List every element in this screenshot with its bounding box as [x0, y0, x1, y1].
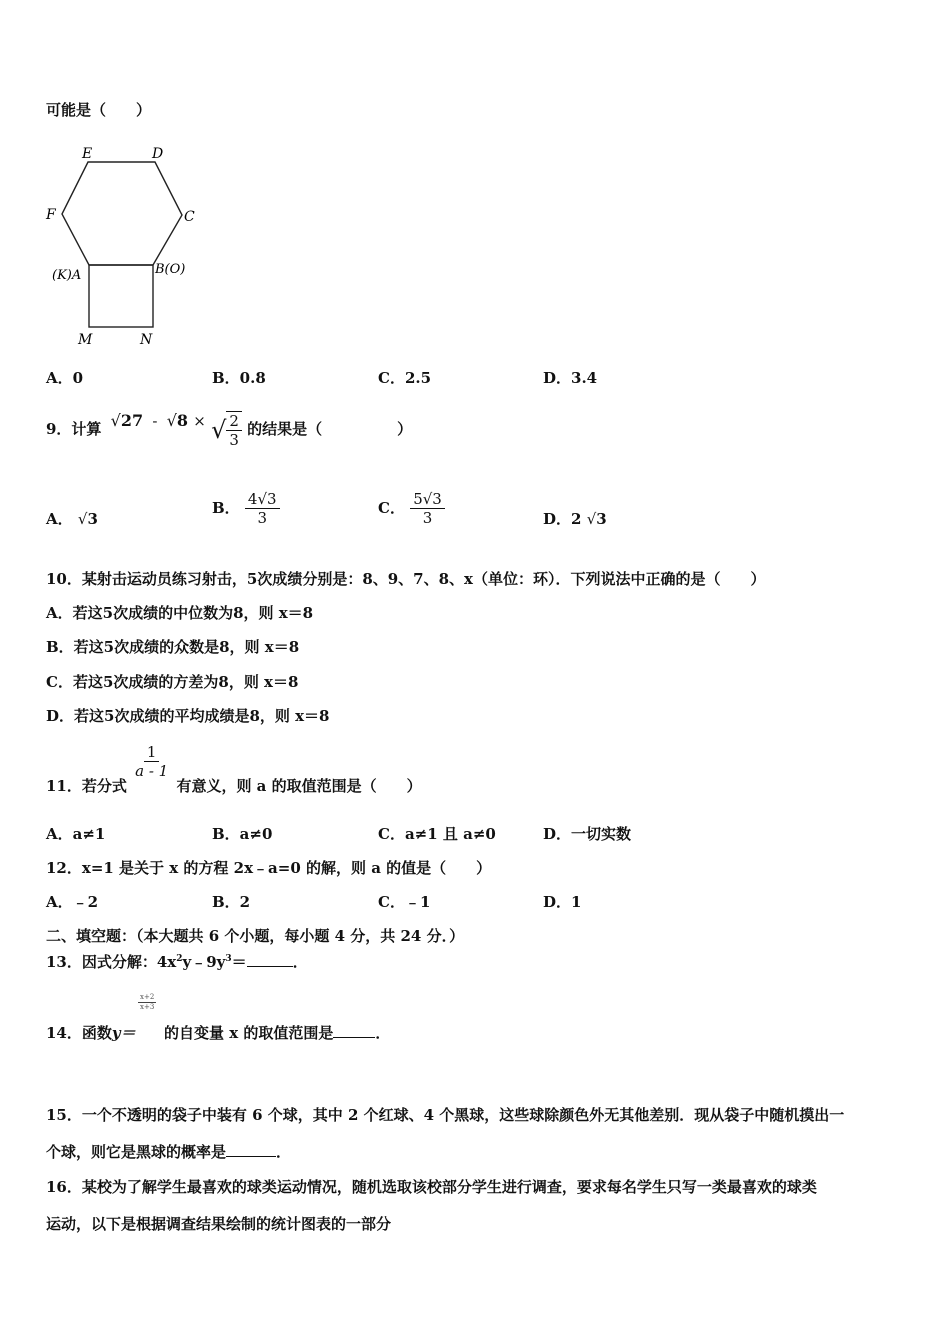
q9-rad1: 27: [120, 411, 144, 430]
q14-var: y＝: [111, 1024, 136, 1042]
q13-prefix: 13．因式分解：4x: [46, 953, 177, 971]
label-a: (K)A: [52, 268, 82, 283]
q13-eq: ＝: [231, 953, 247, 971]
q11-frac-den: a - 1: [135, 762, 169, 780]
q14-end: ．: [375, 1024, 391, 1042]
q8-option-c: C．2.5: [378, 369, 432, 387]
q11-prefix: 11．若分式: [46, 776, 127, 795]
q9-option-d-label: D．2: [543, 510, 582, 528]
q9-frac: [226, 411, 242, 449]
q13-end: ．: [292, 953, 308, 971]
q10-option-b: B．若这5次成绩的众数是8，则 x＝8: [46, 638, 300, 656]
q14-frac-num: x+2: [138, 993, 156, 1003]
q9-option-d: [543, 512, 607, 527]
q9-option-c-den: 3: [422, 509, 433, 527]
hexagon-shape: [62, 162, 182, 265]
q9-frac-den: 3: [229, 431, 239, 449]
q11-stem: [46, 743, 422, 794]
q11-option-b: B．a≠0: [212, 825, 273, 843]
hexagon-square-figure: [44, 140, 214, 355]
q9-suffix: 的结果是（ ）: [247, 420, 413, 438]
q10-option-c: C．若这5次成绩的方差为8，则 x＝8: [46, 673, 299, 691]
q10-option-d: D．若这5次成绩的平均成绩是8，则 x＝8: [46, 707, 330, 725]
q11-option-a: A．a≠1: [46, 825, 106, 843]
q13-exp2: 3: [225, 954, 232, 964]
q9-prefix: 9．计算: [46, 420, 102, 438]
sqrt-sign-icon: √: [110, 411, 121, 430]
q12-option-d: D．1: [543, 893, 582, 911]
q9-option-d-rad: 3: [596, 510, 607, 528]
q9-option-a: [46, 512, 98, 527]
q14-frac-den: x+3: [140, 1003, 155, 1012]
q15-line1: 15．一个不透明的袋子中装有 6 个球，其中 2 个红球、4 个黑球，这些球除颜色外无其他差别．现从袋子中随机摸出一: [46, 1106, 845, 1124]
q13-exp1: 2: [176, 954, 183, 964]
q9-option-b-coef: 4: [247, 490, 258, 508]
q8-stem-tail: 可能是（ ）: [46, 101, 152, 119]
q14-suffix: 的自变量 x 的取值范围是: [164, 1024, 334, 1042]
q13-mid: y﹣9y: [182, 953, 226, 971]
q11-option-d: D．一切实数: [543, 825, 632, 843]
q9-option-c-rad: 3: [432, 490, 442, 508]
sqrt-sign-icon: √: [211, 416, 227, 444]
sqrt-sign-icon: √: [586, 510, 597, 528]
q10-stem: 10．某射击运动员练习射击，5次成绩分别是：8、9、7、8、x（单位：环）．下列说法中正确的是（ ）: [46, 570, 766, 588]
q15-answer-blank[interactable]: [226, 1156, 276, 1157]
q12-stem: 12．x=1 是关于 x 的方程 2x﹣a=0 的解，则 a 的值是（ ）: [46, 859, 492, 877]
q9-minus: -: [152, 412, 158, 430]
sqrt-sign-icon: √: [77, 510, 88, 528]
q12-option-b: B．2: [212, 893, 251, 911]
q11-frac: [132, 743, 171, 780]
q9-option-b-rad: 3: [267, 490, 277, 508]
q9-option-a-rad: 3: [87, 510, 98, 528]
q13-stem: [46, 955, 308, 970]
q9-option-c-frac: [410, 490, 445, 527]
q11-suffix: 有意义，则 a 的取值范围是（ ）: [176, 776, 422, 795]
label-f: F: [46, 207, 56, 223]
q14-prefix: 14．函数: [46, 1024, 112, 1042]
q9-stem: [46, 407, 412, 449]
q13-answer-blank[interactable]: [247, 966, 293, 967]
q8-option-d: D．3.4: [543, 369, 598, 387]
q9-option-b-label: B．: [212, 499, 240, 517]
q9-frac-num: 2: [226, 412, 242, 431]
sqrt-sign-icon: √: [422, 490, 433, 508]
q14-frac: [138, 993, 156, 1012]
q9-rad2: 8: [176, 411, 189, 430]
q15-line2-text: 个球，则它是黑球的概率是: [46, 1143, 227, 1161]
q16-line1: 16．某校为了解学生最喜欢的球类运动情况，随机选取该校部分学生进行调查，要求每名学生只写一类最喜欢的球类: [46, 1178, 817, 1196]
q15-end: ．: [276, 1143, 292, 1161]
q9-option-c-label: C．: [378, 499, 405, 517]
q14-stem: [46, 1026, 136, 1041]
q9-option-b: [212, 490, 280, 527]
label-c: C: [184, 209, 195, 225]
q14-stem-tail: [164, 1026, 390, 1041]
q9-option-b-den: 3: [257, 509, 268, 527]
q9-option-c-coef: 5: [413, 490, 423, 508]
q11-option-c: C．a≠1 且 a≠0: [378, 825, 496, 843]
sqrt-sign-icon: √: [166, 411, 177, 430]
sqrt-sign-icon: √: [257, 490, 268, 508]
q11-frac-num: 1: [144, 743, 160, 762]
q9-times: ×: [193, 412, 206, 430]
q12-option-c: C．﹣1: [378, 893, 431, 911]
q10-option-a: A．若这5次成绩的中位数为8，则 x＝8: [46, 604, 314, 622]
q16-line2: 运动，以下是根据调查结果绘制的统计图表的一部分: [46, 1215, 392, 1233]
section-title-fill-in: 二、填空题：（本大题共 6 个小题，每小题 4 分，共 24 分．）: [46, 927, 465, 945]
label-n: N: [140, 332, 153, 348]
label-m: M: [78, 332, 93, 348]
q14-answer-blank[interactable]: [333, 1037, 375, 1038]
label-b: B(O): [155, 262, 186, 277]
label-e: E: [82, 146, 93, 162]
label-d: D: [152, 146, 164, 162]
q15-line2: [46, 1145, 291, 1160]
q9-option-b-frac: [245, 490, 280, 527]
q8-option-b: B．0.8: [212, 369, 266, 387]
square-shape: [89, 265, 153, 327]
q12-option-a: A．﹣2: [46, 893, 99, 911]
q8-option-a: A．0: [46, 369, 84, 387]
q9-option-a-label: A．: [46, 510, 73, 528]
q9-option-c: [378, 490, 445, 527]
